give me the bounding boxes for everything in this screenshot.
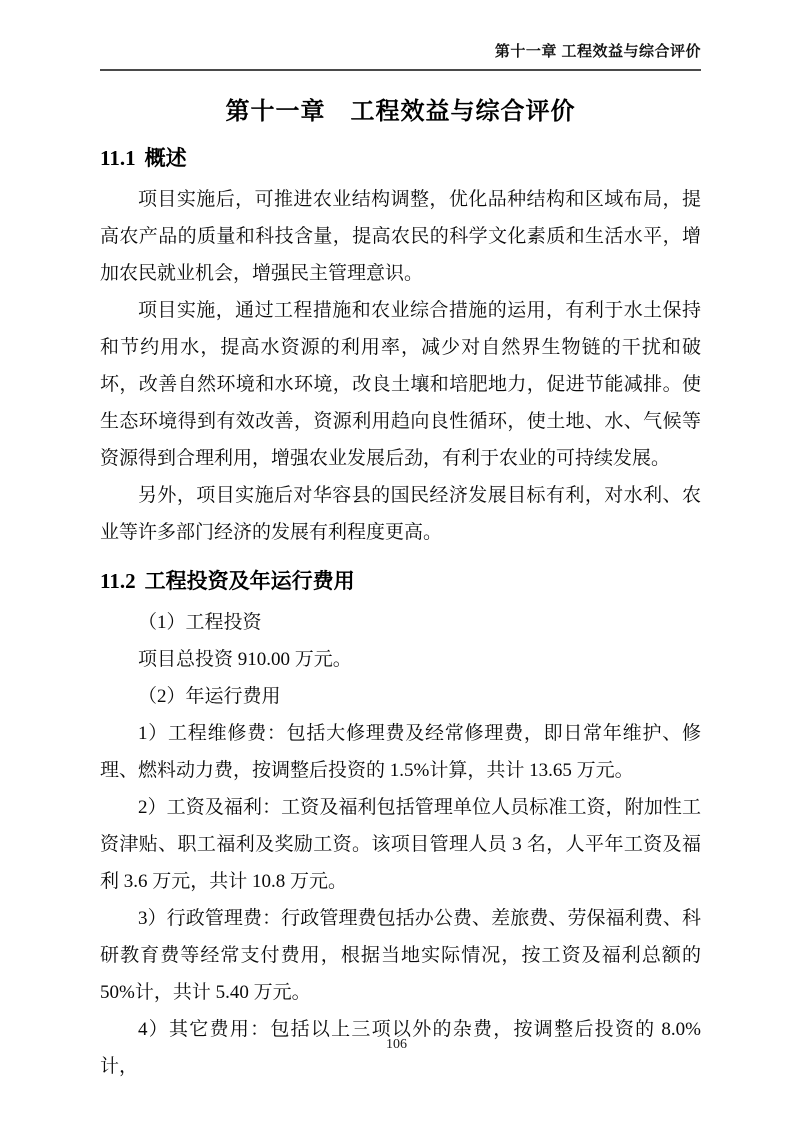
page-header (100, 42, 701, 62)
body-paragraph: 项目实施后，可推进农业结构调整，优化品种结构和区域布局，提高农产品的质量和科技含量，提高农民的科学文化素质和生活水平，增加农民就业机会，增强民主管理意识。 (100, 189, 701, 284)
list-item-paragraph: （2）年运行费用 (138, 686, 281, 707)
body-paragraph: 项目实施，通过工程措施和农业综合措施的运用，有利于水土保持和节约用水，提高水资源的利用率，减少对自然界生物链的干扰和破坏，改善自然环境和水环境，改良土壤和培肥地力，促进节能减排。使生态环境得到有效改善，资源利用趋向良性循环，使土地、水、气候等资源得到合理利用，增强农业发展后劲，有利于农业的可持续发展。 (100, 300, 701, 469)
list-item-paragraph: 1）工程维修费：包括大修理费及经常修理费，即日常年维护、修理、燃料动力费，按调整后投资的 1.5%计算，共计 13.65 万元。 (100, 723, 701, 781)
chapter-title: 第十一章 工程效益与综合评价 (225, 98, 576, 125)
list-item-paragraph: 3）行政管理费：行政管理费包括办公费、差旅费、劳保福利费、科研教育费等经常支付费用，根据当地实际情况，按工资及福利总额的 50%计，共计 5.40 万元。 (100, 908, 701, 1003)
body-paragraph: 项目总投资 910.00 万元。 (138, 649, 352, 670)
section-heading-11-1 (100, 145, 701, 172)
section-name: 概述 (144, 147, 187, 170)
list-item-paragraph: 2）工资及福利：工资及福利包括管理单位人员标准工资，附加性工资津贴、职工福利及奖励工资。该项目管理人员 3 名，人平年工资及福利 3.6 万元，共计 10.8 万元。 (100, 797, 701, 892)
list-item-paragraph: （1）工程投资 (138, 612, 262, 633)
page-number: 106 (386, 1037, 407, 1052)
section-heading-11-2 (100, 568, 701, 595)
list-item-paragraph: 4）其它费用：包括以上三项以外的杂费，按调整后投资的 8.0%计， (100, 1019, 701, 1077)
header-rule-divider (100, 69, 701, 71)
body-paragraph: 另外，项目实施后对华容县的国民经济发展目标有利，对水利、农业等许多部门经济的发展有利程度更高。 (100, 485, 701, 543)
section-name: 工程投资及年运行费用 (144, 570, 355, 593)
section-number: 11.2 (100, 569, 136, 593)
running-title: 第十一章 工程效益与综合评价 (494, 43, 701, 60)
section-number: 11.1 (100, 146, 136, 170)
